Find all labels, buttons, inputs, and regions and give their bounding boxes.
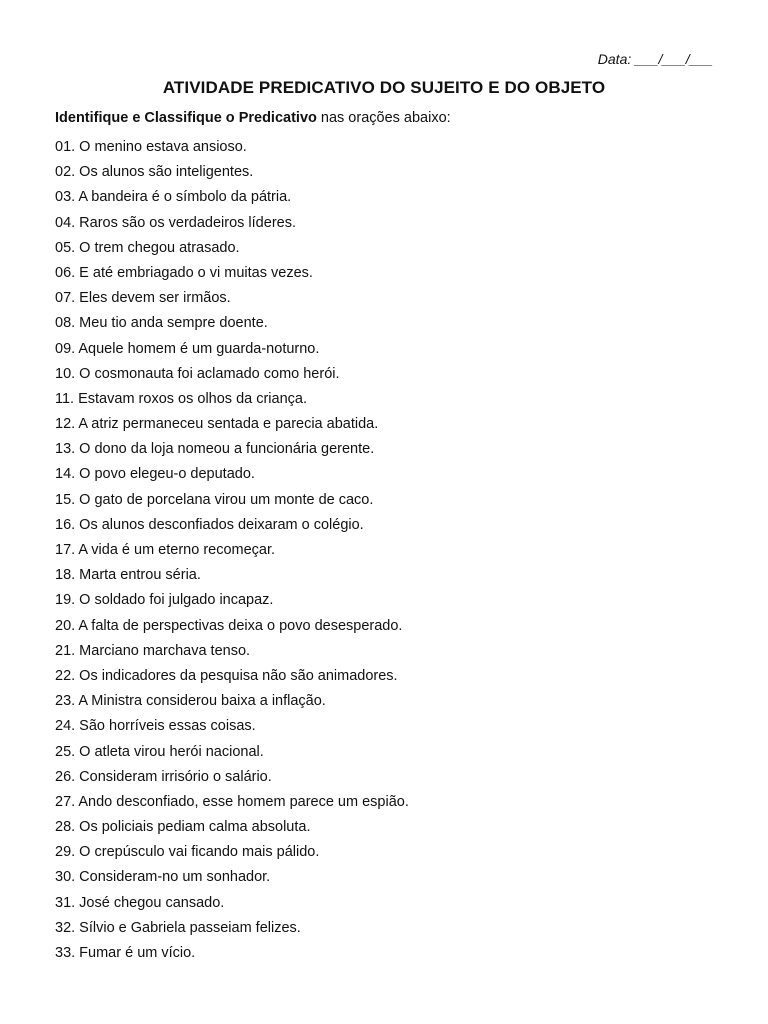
exercise-item: 18. Marta entrou séria. (55, 567, 201, 584)
exercise-item: 05. O trem chegou atrasado. (55, 239, 240, 256)
instruction-bold: Identifique e Classifique o Predicativo (55, 110, 317, 126)
instruction (55, 109, 451, 127)
exercise-item: 02. Os alunos são inteligentes. (55, 164, 254, 181)
page-title: ATIVIDADE PREDICATIVO DO SUJEITO E DO OBJETO (162, 78, 606, 97)
exercise-item: 29. O crepúsculo vai ficando mais pálido. (55, 844, 320, 861)
exercise-item: 30. Consideram-no um sonhador. (55, 869, 271, 886)
exercise-item: 14. O povo elegeu-o deputado. (55, 466, 255, 483)
exercise-item: 07. Eles devem ser irmãos. (55, 290, 231, 307)
exercise-item: 31. José chegou cansado. (55, 894, 225, 911)
exercise-item: 28. Os policiais pediam calma absoluta. (55, 819, 311, 836)
exercise-item: 04. Raros são os verdadeiros líderes. (55, 214, 296, 231)
exercise-item: 25. O atleta virou herói nacional. (55, 743, 264, 760)
exercise-item: 26. Consideram irrisório o salário. (55, 768, 272, 785)
exercise-item: 20. A falta de perspectivas deixa o povo desesperado. (55, 617, 403, 634)
exercise-item: 19. O soldado foi julgado incapaz. (55, 592, 274, 609)
exercise-item: 10. O cosmonauta foi aclamado como herói. (55, 365, 340, 382)
exercise-item: 32. Sílvio e Gabriela passeiam felizes. (55, 919, 301, 936)
exercise-item: 21. Marciano marchava tenso. (55, 642, 251, 659)
exercise-item: 16. Os alunos desconfiados deixaram o colégio. (55, 516, 364, 533)
exercise-item: 13. O dono da loja nomeou a funcionária gerente. (55, 441, 375, 458)
date-line: Data: ___/___/___ (597, 51, 713, 67)
exercise-item: 06. E até embriagado o vi muitas vezes. (55, 264, 313, 281)
exercise-item: 08. Meu tio anda sempre doente. (55, 315, 268, 332)
exercise-item: 22. Os indicadores da pesquisa não são animadores. (55, 667, 398, 684)
exercise-item: 12. A atriz permaneceu sentada e parecia abatida. (55, 416, 379, 433)
exercise-list (55, 135, 409, 966)
exercise-item: 33. Fumar é um vício. (55, 945, 196, 961)
exercise-item: 27. Ando desconfiado, esse homem parece um espião. (55, 793, 409, 810)
exercise-item: 15. O gato de porcelana virou um monte de caco. (55, 491, 374, 508)
exercise-item: 23. A Ministra considerou baixa a inflação. (55, 693, 326, 710)
exercise-item: 24. São horríveis essas coisas. (55, 718, 256, 735)
exercise-item: 17. A vida é um eterno recomeçar. (55, 542, 276, 558)
exercise-item: 09. Aquele homem é um guarda-noturno. (55, 340, 320, 357)
exercise-item: 01. O menino estava ansioso. (55, 139, 247, 155)
exercise-item: 11. Estavam roxos os olhos da criança. (55, 390, 307, 407)
exercise-item: 03. A bandeira é o símbolo da pátria. (55, 189, 292, 206)
instruction-rest: nas orações abaixo: (316, 110, 451, 126)
